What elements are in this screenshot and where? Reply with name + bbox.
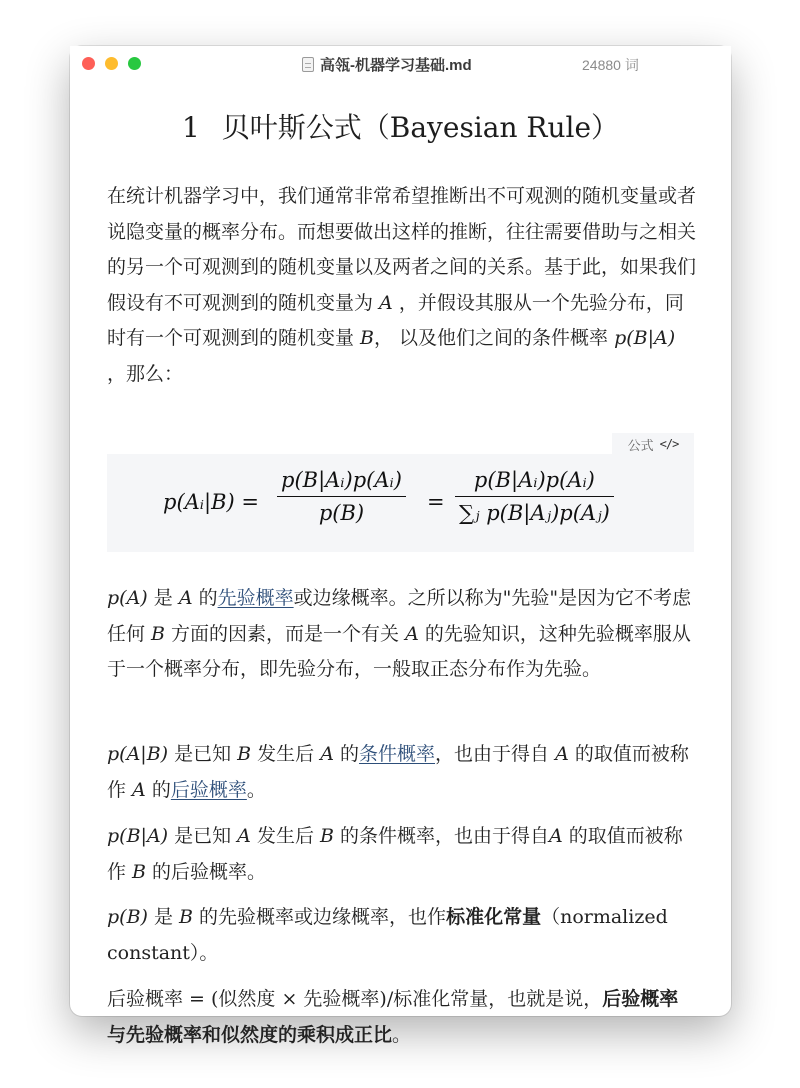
text-run: 后验概率 = (似然度 × 先验概率)/标准化常量，也就是说， bbox=[107, 988, 603, 1010]
text-run: ， 以及他们之间的条件概率 bbox=[374, 327, 615, 349]
editor-window bbox=[70, 46, 731, 1046]
heading-text: 贝叶斯公式（Bayesian Rule） bbox=[221, 111, 620, 144]
bold-text: 后验概率与先验概率和似然度的乘积成正比 bbox=[107, 988, 679, 1046]
math-var: B bbox=[151, 622, 166, 645]
close-button[interactable] bbox=[82, 57, 95, 70]
fraction-2-denominator: ∑ⱼ p(B|Aⱼ)p(Aⱼ) bbox=[459, 501, 610, 526]
math-expr: p(A) bbox=[107, 587, 148, 609]
math-var: A bbox=[320, 743, 334, 765]
text-run: 的取值而被称作 bbox=[107, 825, 683, 883]
text-run: 或边缘概率。之所以称为"先验"是因为它不考虑任何 bbox=[107, 587, 692, 645]
link-posterior-probability[interactable]: 后验概率 bbox=[170, 778, 247, 801]
math-expr: p(B|A) bbox=[614, 327, 676, 349]
link-prior-probability[interactable]: 先验概率 bbox=[217, 587, 294, 609]
paragraph-likelihood bbox=[107, 819, 697, 890]
window-title-text: 高瓴-机器学习基础.md bbox=[320, 56, 472, 74]
formula-label-text: 公式 bbox=[627, 437, 654, 453]
text-run: 在统计机器学习中，我们通常非常希望推断出不可观测的随机变量或者说隐变量的概率分布。而想要做出这样的推断，往往需要借助与之相关的另一个可观测到的随机变量以及两者之间的关系。基于此，如果我们假设有不可观测到的随机变量为 bbox=[107, 185, 697, 314]
math-var: B bbox=[360, 327, 375, 349]
text-run: 是 bbox=[147, 587, 179, 609]
paragraph-intro bbox=[107, 179, 697, 392]
text-run: 的 bbox=[333, 743, 360, 765]
math-var: A bbox=[237, 825, 251, 847]
paragraph-summary bbox=[107, 982, 697, 1053]
title-bar bbox=[70, 46, 731, 82]
paragraph-normalizer bbox=[107, 900, 697, 971]
math-var: A bbox=[405, 622, 419, 645]
text-run: 的 bbox=[192, 587, 218, 609]
text-run: 的条件概率，也由于得自 bbox=[333, 825, 550, 847]
math-var: A bbox=[379, 291, 393, 314]
text-run: 方面的因素，而是一个有关 bbox=[165, 622, 406, 645]
word-count[interactable]: 24880 词 bbox=[582, 57, 639, 73]
math-var: A bbox=[178, 587, 193, 609]
window-title bbox=[302, 54, 472, 74]
code-icon[interactable]: </> bbox=[659, 437, 679, 451]
math-var: B bbox=[237, 743, 252, 765]
fraction-1 bbox=[277, 468, 406, 525]
text-run: 的后验概率。 bbox=[146, 860, 267, 883]
text-run: 是已知 bbox=[168, 825, 238, 847]
math-var: B bbox=[132, 860, 147, 883]
paragraph-prior bbox=[107, 581, 697, 688]
text-run: 的 bbox=[145, 778, 171, 801]
math-var: B bbox=[320, 825, 334, 847]
math-var: A bbox=[549, 825, 563, 847]
formula-equals: = bbox=[427, 490, 445, 514]
zoom-button[interactable] bbox=[128, 57, 141, 70]
formula-lhs: p(Aᵢ|B) = bbox=[163, 490, 259, 514]
math-expr: p(B|A) bbox=[107, 825, 169, 847]
text-run: 的先验概率或边缘概率，也作 bbox=[193, 906, 447, 928]
text-run: ，也由于得自 bbox=[435, 743, 556, 765]
link-conditional-probability[interactable]: 条件概率 bbox=[359, 743, 436, 765]
formula-block[interactable] bbox=[107, 454, 694, 552]
text-run: （normalized constant）。 bbox=[107, 906, 668, 964]
fraction-2-numerator: p(B|Aᵢ)p(Aᵢ) bbox=[473, 468, 595, 492]
text-run: ，并假设其服从一个先验分布，同时有一个可观测到的随机变量 bbox=[107, 291, 684, 349]
math-var: A bbox=[132, 778, 146, 801]
text-run: 的取值而被称作 bbox=[107, 743, 689, 801]
section-heading bbox=[70, 106, 731, 146]
paragraph-posterior bbox=[107, 737, 697, 808]
text-run: 是已知 bbox=[168, 743, 238, 765]
fraction-1-denominator: p(B) bbox=[318, 501, 365, 526]
math-var: A bbox=[555, 743, 569, 765]
text-run: ，那么： bbox=[107, 362, 184, 385]
text-run: 发生后 bbox=[250, 825, 320, 847]
text-run: 。 bbox=[392, 1023, 412, 1046]
minimize-button[interactable] bbox=[105, 57, 118, 70]
math-expr: p(A|B) bbox=[107, 743, 169, 765]
text-run: 发生后 bbox=[251, 743, 321, 765]
document-icon bbox=[302, 57, 314, 72]
text-run: 。 bbox=[246, 778, 266, 801]
fraction-2 bbox=[455, 468, 614, 525]
heading-number: 1 bbox=[181, 111, 200, 144]
text-run: 是 bbox=[147, 906, 180, 928]
math-expr: p(B) bbox=[107, 906, 148, 928]
fraction-1-numerator: p(B|Aᵢ)p(Aᵢ) bbox=[281, 468, 402, 492]
formula-label[interactable] bbox=[612, 433, 694, 455]
text-run: 的先验知识，这种先验概率服从于一个概率分布，即先验分布，一般取正态分布作为先验。 bbox=[107, 622, 691, 680]
bold-text: 标准化常量 bbox=[446, 906, 542, 928]
math-var: B bbox=[179, 906, 194, 928]
